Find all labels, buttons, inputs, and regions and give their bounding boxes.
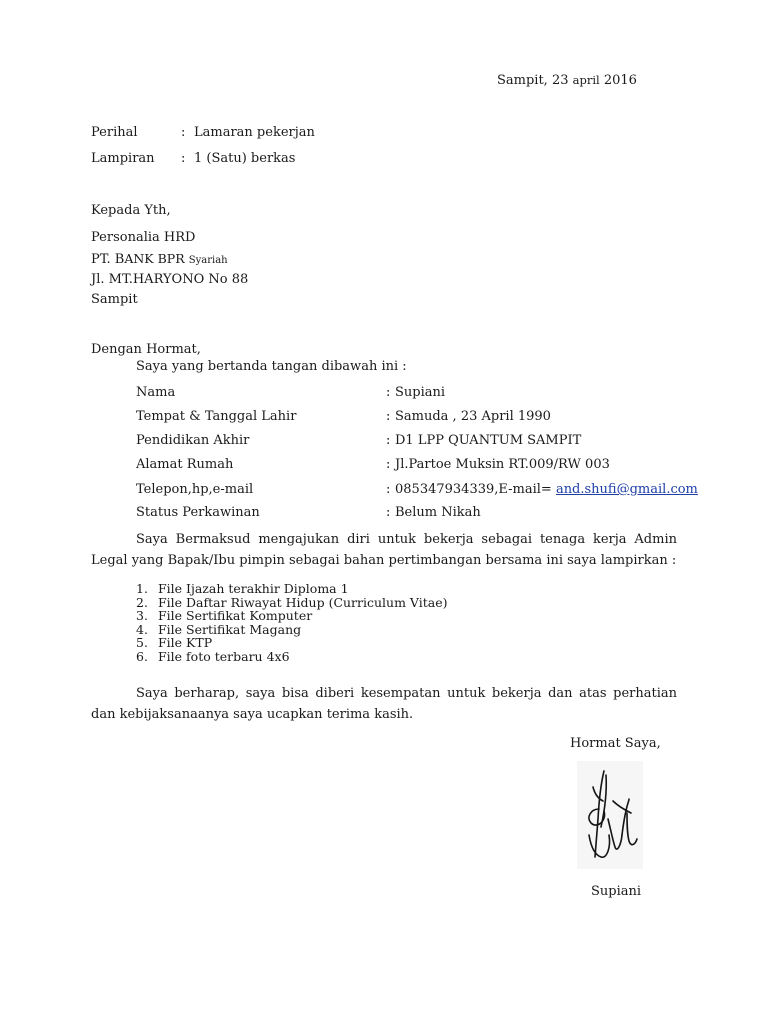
email-link[interactable]: and.shufi@gmail.com — [555, 482, 698, 497]
closing-salutation: Hormat Saya, — [570, 736, 661, 751]
detail-colon: : — [386, 457, 391, 472]
phone-number: 085347934339,E-mail= — [395, 482, 552, 497]
list-item — [136, 650, 447, 664]
date-month: april — [572, 73, 600, 87]
detail-value: D1 LPP QUANTUM SAMPIT — [395, 433, 582, 448]
detail-value: Samuda , 23 April 1990 — [395, 409, 551, 424]
list-item — [136, 623, 447, 637]
detail-colon: : — [386, 505, 391, 520]
salutation: Dengan Hormat, — [91, 342, 201, 357]
attachment-list — [136, 582, 447, 664]
recipient-line1: Personalia HRD — [91, 230, 196, 245]
detail-label: Pendidikan Akhir — [136, 433, 250, 448]
letter-date — [497, 72, 637, 89]
recipient-greeting: Kepada Yth, — [91, 203, 171, 218]
detail-label: Alamat Rumah — [136, 457, 234, 472]
company-prefix: PT. B — [91, 252, 125, 267]
detail-label: Tempat & Tanggal Lahir — [136, 409, 297, 424]
company-small: Syariah — [188, 255, 228, 266]
detail-colon: : — [386, 482, 391, 497]
detail-colon: : — [386, 385, 391, 400]
signature-icon — [577, 761, 643, 869]
list-text: File foto terbaru 4x6 — [158, 648, 290, 664]
date-place-day: Sampit, 23 — [497, 73, 569, 88]
perihal-value: Lamaran pekerjan — [194, 125, 315, 140]
list-item — [136, 582, 447, 596]
list-number: 2. — [136, 594, 148, 610]
recipient-city: Sampit — [91, 292, 138, 307]
list-text: File Sertifikat Komputer — [158, 608, 313, 624]
company-caps: ANK BPR — [124, 251, 185, 266]
list-number: 6. — [136, 648, 148, 664]
lampiran-colon: : — [181, 151, 186, 166]
list-text: File KTP — [158, 635, 213, 651]
list-number: 1. — [136, 581, 148, 596]
lampiran-value: 1 (Satu) berkas — [194, 151, 296, 166]
detail-label: Nama — [136, 385, 176, 400]
signer-name: Supiani — [591, 884, 642, 899]
list-item — [136, 636, 447, 650]
date-year: 2016 — [603, 73, 637, 88]
detail-label: Telepon,hp,e-mail — [136, 482, 254, 497]
list-text: File Daftar Riwayat Hidup (Curriculum Vitae) — [158, 594, 448, 610]
detail-value: Supiani — [395, 385, 446, 400]
lampiran-label: Lampiran — [91, 151, 155, 166]
detail-value: Belum Nikah — [395, 505, 481, 520]
list-item — [136, 596, 447, 610]
body-paragraph-1: Saya Bermaksud mengajukan diri untuk bekerja sebagai tenaga kerja Admin Legal yang Bapak/Ibu pimpin sebagai bahan pertimbangan bersama ini saya lampirkan : — [91, 532, 677, 568]
list-text: File Ijazah terakhir Diploma 1 — [158, 581, 349, 596]
list-number: 4. — [136, 621, 148, 637]
perihal-label: Perihal — [91, 125, 138, 140]
perihal-colon: : — [181, 125, 186, 140]
detail-colon: : — [386, 433, 391, 448]
recipient-company — [91, 251, 228, 269]
list-item — [136, 609, 447, 623]
detail-label: Status Perkawinan — [136, 505, 260, 520]
list-text: File Sertifikat Magang — [158, 621, 302, 637]
detail-value — [395, 482, 698, 498]
intro-line: Saya yang bertanda tangan dibawah ini : — [136, 359, 407, 374]
body-paragraph-2: Saya berharap, saya bisa diberi kesempatan untuk bekerja dan atas perhatian dan kebijaksanaanya saya ucapkan terima kasih. — [91, 686, 677, 722]
list-number: 3. — [136, 608, 148, 624]
list-number: 5. — [136, 635, 148, 651]
signature-image — [577, 761, 643, 869]
recipient-address: Jl. MT.HARYONO No 88 — [91, 272, 249, 287]
detail-colon: : — [386, 409, 391, 424]
detail-value: Jl.Partoe Muksin RT.009/RW 003 — [395, 457, 610, 472]
